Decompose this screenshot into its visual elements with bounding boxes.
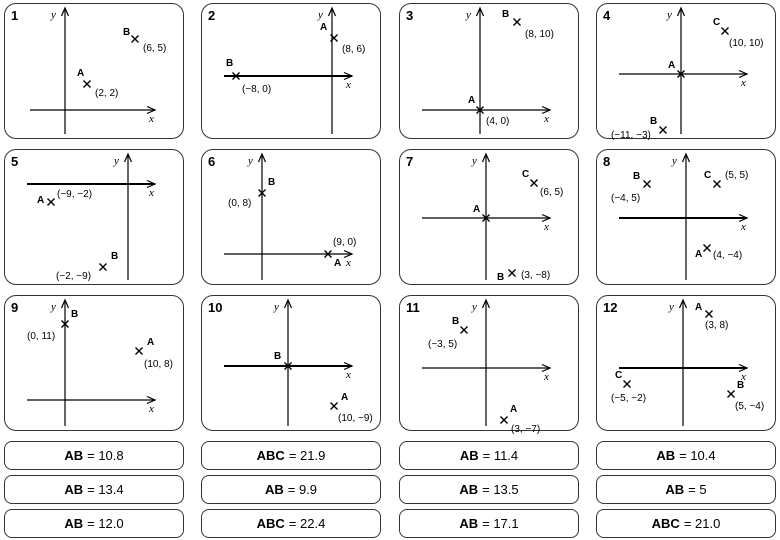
point-label: C — [713, 17, 721, 28]
point-label: A — [473, 204, 481, 215]
x-axis-label: x — [544, 113, 549, 125]
point-coordinates: (5, −4) — [735, 401, 765, 412]
x-axis-label: x — [149, 113, 154, 125]
question-number: 6 — [208, 154, 216, 169]
point-coordinates: (3, −8) — [521, 270, 551, 281]
question-card-6 — [201, 149, 381, 285]
x-axis-label: x — [149, 403, 154, 415]
point-a — [668, 60, 685, 78]
x-axis-label: x — [346, 79, 351, 91]
question-card-1 — [4, 3, 184, 139]
point-coordinates: (8, 6) — [342, 44, 366, 55]
answer-card[interactable] — [4, 475, 184, 504]
answer-card[interactable] — [596, 475, 776, 504]
point-coordinates: (10, 10) — [729, 38, 764, 49]
point-label: A — [510, 404, 518, 415]
answer-value: = 22.4 — [288, 516, 326, 531]
point-coordinates: (10, −9) — [338, 413, 373, 424]
x-axis-label: x — [346, 257, 351, 269]
x-axis-label: x — [544, 371, 549, 383]
point-b — [123, 27, 166, 54]
point-coordinates: (2, 2) — [95, 88, 119, 99]
cross-marker-icon — [136, 348, 143, 355]
answer-segment-name: ABC — [256, 448, 285, 463]
x-axis-label: x — [544, 221, 549, 233]
point-label: B — [650, 116, 658, 127]
answer-card[interactable] — [399, 475, 579, 504]
point-coordinates: (−4, 5) — [611, 193, 641, 204]
x-axis-label: x — [741, 77, 746, 89]
question-card-3 — [399, 3, 579, 139]
question-number: 1 — [11, 8, 19, 23]
y-axis-label: y — [669, 301, 674, 313]
point-coordinates: (−3, 5) — [428, 339, 458, 350]
point-a — [37, 189, 92, 206]
y-axis-label: y — [318, 9, 323, 21]
question-number: 2 — [208, 8, 216, 23]
y-axis-label: y — [466, 9, 471, 21]
point-coordinates: (9, 0) — [333, 237, 357, 248]
y-axis-label: y — [114, 155, 119, 167]
point-coordinates: (−11, −3) — [611, 130, 651, 141]
cross-marker-icon — [714, 181, 721, 188]
point-label: A — [320, 22, 328, 33]
answer-segment-name: AB — [64, 448, 84, 463]
point-coordinates: (−2, −9) — [56, 271, 92, 282]
question-card-8 — [596, 149, 776, 285]
point-b — [611, 116, 667, 141]
question-card-12 — [596, 295, 776, 431]
point-a — [77, 68, 118, 99]
point-c — [611, 370, 646, 404]
point-label: A — [695, 302, 703, 313]
point-a — [501, 404, 541, 435]
point-coordinates: (−9, −2) — [57, 189, 93, 200]
point-label: A — [341, 392, 349, 403]
point-label: A — [334, 258, 342, 269]
point-label: B — [226, 58, 234, 69]
answer-card[interactable] — [201, 475, 381, 504]
answer-card[interactable] — [399, 441, 579, 470]
x-axis-label: x — [149, 187, 154, 199]
cross-marker-icon — [660, 127, 667, 134]
y-axis-label: y — [472, 155, 477, 167]
point-label: B — [737, 380, 745, 391]
answer-segment-name: ABC — [256, 516, 285, 531]
point-b — [728, 380, 765, 412]
y-axis-label: y — [667, 9, 672, 21]
coordinate-diagram — [597, 4, 777, 140]
answer-value: = 11.4 — [482, 448, 519, 463]
question-card-11 — [399, 295, 579, 435]
answer-value: = 5 — [688, 482, 707, 497]
point-coordinates: (6, 5) — [143, 43, 167, 54]
question-card-7 — [399, 149, 579, 285]
question-card-5 — [4, 149, 184, 285]
answer-value: = 21.0 — [683, 516, 721, 531]
y-axis-label: y — [248, 155, 253, 167]
y-axis-label: y — [51, 301, 56, 313]
answer-value: = 9.9 — [287, 482, 318, 497]
point-label: B — [502, 9, 510, 20]
point-b — [497, 270, 550, 284]
point-label: C — [615, 370, 623, 381]
y-axis-label: y — [672, 155, 677, 167]
answer-card[interactable] — [596, 441, 776, 470]
point-a — [320, 22, 365, 55]
answer-value: = 10.8 — [87, 448, 124, 463]
point-coordinates: (4, 0) — [486, 116, 510, 127]
cross-marker-icon — [84, 81, 91, 88]
point-label: B — [71, 309, 79, 320]
question-number: 10 — [208, 300, 223, 315]
answer-segment-name: AB — [656, 448, 676, 463]
point-coordinates: (3, 8) — [705, 320, 729, 331]
question-number: 8 — [603, 154, 611, 169]
coordinate-diagram — [400, 296, 580, 435]
question-number: 7 — [406, 154, 414, 169]
point-a — [473, 204, 490, 222]
answer-card[interactable] — [4, 509, 184, 538]
point-label: B — [111, 251, 119, 262]
x-axis-label: x — [346, 369, 351, 381]
answer-segment-name: AB — [459, 448, 479, 463]
point-coordinates: (−5, −2) — [611, 393, 647, 404]
coordinate-diagram — [597, 296, 777, 432]
answer-value: = 12.0 — [87, 516, 124, 531]
point-b — [27, 309, 78, 342]
point-coordinates: (3, −7) — [511, 424, 541, 435]
question-number: 11 — [406, 300, 420, 315]
y-axis-label: y — [472, 301, 477, 313]
point-label: B — [123, 27, 131, 38]
question-number: 9 — [11, 300, 19, 315]
question-number: 12 — [603, 300, 618, 315]
cross-marker-icon — [514, 19, 521, 26]
answer-value: = 13.5 — [482, 482, 519, 497]
coordinate-diagram — [5, 150, 185, 286]
cross-marker-icon — [100, 264, 107, 271]
answer-card[interactable] — [596, 509, 776, 538]
point-coordinates: (−8, 0) — [242, 84, 272, 95]
cross-marker-icon — [132, 36, 139, 43]
point-c — [522, 169, 563, 198]
question-number: 5 — [11, 154, 19, 169]
answer-value: = 13.4 — [87, 482, 124, 497]
answer-segment-name: AB — [64, 482, 84, 497]
answer-value: = 10.4 — [679, 448, 716, 463]
point-label: A — [695, 249, 703, 260]
point-a — [695, 302, 728, 331]
coordinate-diagram — [5, 4, 185, 140]
answer-segment-name: AB — [264, 482, 284, 497]
point-coordinates: (0, 8) — [228, 198, 252, 209]
answer-segment-name: AB — [459, 516, 479, 531]
question-card-2 — [201, 3, 381, 139]
answer-card[interactable] — [201, 509, 381, 538]
answer-segment-name: AB — [64, 516, 84, 531]
cross-marker-icon — [704, 245, 711, 252]
point-c — [713, 17, 763, 49]
question-card-9 — [4, 295, 184, 431]
point-label: B — [497, 272, 505, 283]
point-a — [136, 337, 173, 370]
point-label: A — [468, 95, 476, 106]
coordinate-diagram — [202, 150, 382, 286]
coordinate-diagram — [400, 4, 580, 140]
cross-marker-icon — [722, 28, 729, 35]
point-coordinates: (10, 8) — [144, 359, 173, 370]
answer-segment-name: AB — [665, 482, 685, 497]
question-number: 3 — [406, 8, 414, 23]
point-coordinates: (6, 5) — [540, 187, 564, 198]
point-b — [56, 251, 118, 282]
point-coordinates: (0, 11) — [27, 331, 56, 342]
question-number: 4 — [603, 8, 611, 23]
y-axis-label: y — [274, 301, 279, 313]
point-label: B — [452, 316, 460, 327]
cross-marker-icon — [728, 391, 735, 398]
point-label: B — [268, 177, 276, 188]
point-b — [228, 177, 275, 209]
coordinate-diagram — [400, 150, 580, 286]
answer-value: = 21.9 — [288, 448, 326, 463]
answer-card[interactable] — [4, 441, 184, 470]
point-a — [331, 392, 373, 424]
cross-marker-icon — [624, 381, 631, 388]
answer-segment-name: ABC — [651, 516, 680, 531]
point-coordinates: (5, 5) — [725, 170, 749, 181]
point-a — [325, 237, 357, 269]
answer-value: = 17.1 — [482, 516, 519, 531]
point-label: A — [77, 68, 85, 79]
point-b — [611, 171, 651, 204]
y-axis-label: y — [51, 9, 56, 21]
x-axis-label: x — [741, 221, 746, 233]
point-a — [468, 95, 509, 127]
point-label: C — [522, 169, 530, 180]
cross-marker-icon — [461, 327, 468, 334]
question-card-4 — [596, 3, 776, 139]
point-label: A — [147, 337, 155, 348]
cross-marker-icon — [501, 417, 508, 424]
point-b — [502, 9, 554, 40]
answer-card[interactable] — [399, 509, 579, 538]
answer-segment-name: AB — [459, 482, 479, 497]
question-card-10 — [201, 295, 381, 431]
point-label: A — [37, 195, 45, 206]
point-label: B — [633, 171, 641, 182]
coordinate-diagram — [202, 296, 382, 432]
coordinate-diagram — [5, 296, 185, 432]
cross-marker-icon — [531, 180, 538, 187]
point-b — [428, 316, 468, 350]
coordinate-diagram — [202, 4, 382, 140]
point-c — [704, 170, 748, 188]
point-coordinates: (4, −4) — [713, 250, 743, 261]
point-coordinates: (8, 10) — [525, 29, 554, 40]
answer-card[interactable] — [201, 441, 381, 470]
point-label: A — [668, 60, 676, 71]
cross-marker-icon — [331, 403, 338, 410]
cross-marker-icon — [509, 270, 516, 277]
x-axis-label: x — [741, 371, 746, 383]
cross-marker-icon — [706, 311, 713, 318]
point-label: C — [704, 170, 712, 181]
point-label: B — [274, 351, 282, 362]
cross-marker-icon — [48, 199, 55, 206]
coordinate-diagram — [597, 150, 777, 286]
point-a — [695, 245, 742, 262]
cross-marker-icon — [644, 181, 651, 188]
